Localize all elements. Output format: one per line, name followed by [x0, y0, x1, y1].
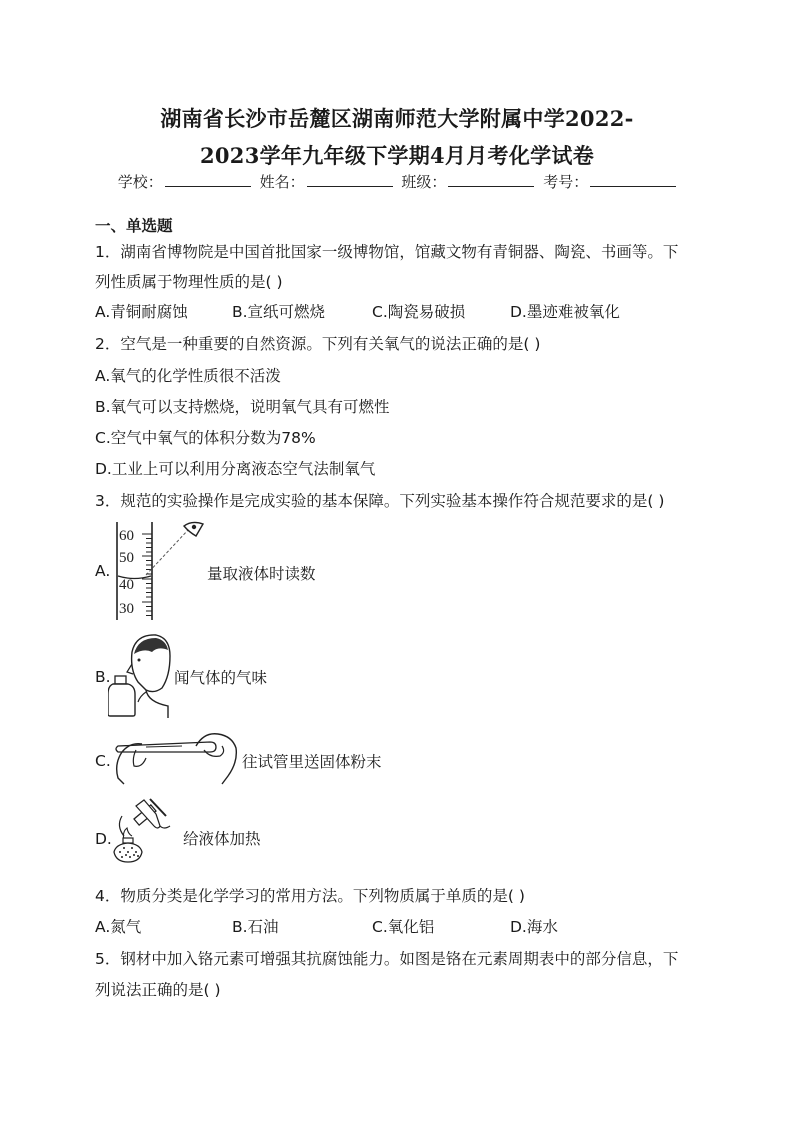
name-label: 姓名：: [259, 173, 305, 191]
q1-option-a[interactable]: A.青铜耐腐蚀: [95, 303, 188, 321]
exam-number-blank[interactable]: [590, 172, 676, 187]
name-blank[interactable]: [307, 172, 393, 187]
exam-title-line2: 2023学年九年级下学期4月月考化学试卷: [199, 143, 595, 168]
q4-option-b[interactable]: B.石油: [232, 918, 279, 936]
q4-stem: 4．物质分类是化学学习的常用方法。下列物质属于单质的是( ): [95, 887, 525, 905]
exam-number-field[interactable]: [543, 171, 676, 192]
tick-label-50: 50: [119, 550, 134, 566]
q2-option-d[interactable]: D.工业上可以利用分离液态空气法制氧气: [95, 460, 376, 478]
tick-label-30: 30: [119, 601, 134, 617]
exam-title-line1: 湖南省长沙市岳麓区湖南师范大学附属中学2022-: [160, 106, 634, 131]
smelling-gas-figure: [108, 630, 172, 718]
q3-option-d-letter[interactable]: D.: [95, 830, 112, 848]
class-field[interactable]: [401, 171, 534, 192]
school-blank[interactable]: [165, 172, 251, 187]
q2-stem: 2．空气是一种重要的自然资源。下列有关氧气的说法正确的是( ): [95, 335, 541, 353]
section-title: 一、单选题: [95, 217, 173, 235]
q2-option-a[interactable]: A.氧气的化学性质很不活泼: [95, 367, 281, 385]
eye-icon: [184, 522, 203, 536]
q3-option-d-caption: 给液体加热: [183, 830, 261, 848]
q1-option-d[interactable]: D.墨迹难被氧化: [510, 303, 620, 321]
q1-option-b[interactable]: B.宣纸可燃烧: [232, 303, 326, 321]
name-field[interactable]: [260, 171, 393, 192]
heating-liquid-figure: [110, 796, 182, 864]
class-blank[interactable]: [448, 172, 534, 187]
q1-option-c[interactable]: C.陶瓷易破损: [372, 303, 466, 321]
q1-stem-line1: 1．湖南省博物院是中国首批国家一级博物馆，馆藏文物有青铜器、陶瓷、书画等。下: [95, 243, 679, 261]
q3-option-a-letter[interactable]: A.: [95, 562, 111, 580]
q2-option-b[interactable]: B.氧气可以支持燃烧，说明氧气具有可燃性: [95, 398, 390, 416]
test-tube-powder-figure: [112, 728, 240, 786]
q2-option-c[interactable]: C.空气中氧气的体积分数为78%: [95, 429, 316, 447]
q1-stem-line2: 列性质属于物理性质的是( ): [95, 273, 283, 291]
q5-stem-line2: 列说法正确的是( ): [95, 981, 221, 999]
tick-label-60: 60: [119, 528, 134, 544]
student-info-line: [0, 171, 794, 192]
class-label: 班级：: [401, 173, 447, 191]
q4-option-c[interactable]: C.氧化铝: [372, 918, 435, 936]
q4-option-a[interactable]: A.氮气: [95, 918, 142, 936]
q3-option-b-letter[interactable]: B.: [95, 668, 111, 686]
tick-label-40: 40: [119, 577, 134, 593]
school-field[interactable]: [118, 171, 251, 192]
q4-option-d[interactable]: D.海水: [510, 918, 558, 936]
school-label: 学校：: [117, 173, 163, 191]
q5-stem-line1: 5．钢材中加入铬元素可增强其抗腐蚀能力。如图是铬在元素周期表中的部分信息，下: [95, 950, 679, 968]
q3-option-a-caption: 量取液体时读数: [207, 565, 316, 583]
graduated-cylinder-figure: [110, 518, 210, 622]
q3-stem: 3．规范的实验操作是完成实验的基本保障。下列实验基本操作符合规范要求的是( ): [95, 492, 665, 510]
q3-option-c-caption: 往试管里送固体粉末: [242, 753, 382, 771]
q3-option-b-caption: 闻气体的气味: [174, 669, 268, 687]
exam-number-label: 考号：: [543, 173, 589, 191]
q3-option-c-letter[interactable]: C.: [95, 752, 111, 770]
